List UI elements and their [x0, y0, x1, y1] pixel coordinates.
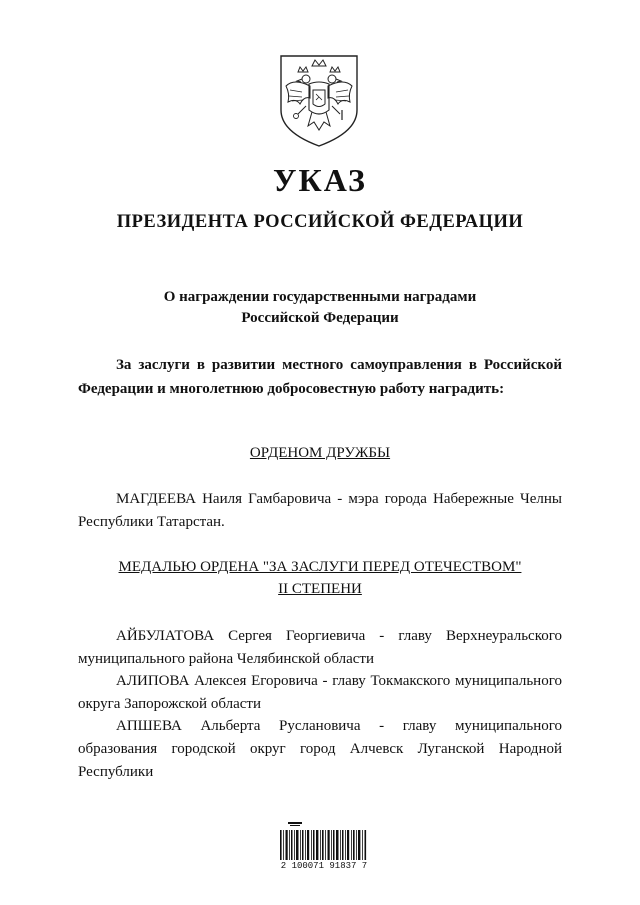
award-recipient: МАГДЕЕВА Наиля Гамбаровича - мэра города Набережные Челны Республики Татарстан. — [78, 491, 562, 530]
preamble-text: За заслуги в развитии местного самоуправления в Российской Федерации и многолетнюю добросовестную работу наградить: — [78, 357, 562, 397]
barcode-image — [278, 822, 370, 882]
barcode-number: 2 100071 91837 7 — [280, 861, 368, 871]
award-recipient: АПШЕВА Альберта Руслановича - главу муниципального образования городской округ город Алчевск Луганской Народной Республики — [78, 718, 562, 780]
award-heading-order-of-friendship: ОРДЕНОМ ДРУЖБЫ — [249, 445, 391, 461]
decree-subject — [120, 287, 520, 329]
subject-line: О награждении государственными наградами — [163, 289, 477, 305]
subject-line: Российской Федерации — [241, 310, 399, 326]
decree-subtitle: ПРЕЗИДЕНТА РОССИЙСКОЙ ФЕДЕРАЦИИ — [116, 212, 524, 232]
award-heading-medal-line1: МЕДАЛЬЮ ОРДЕНА "ЗА ЗАСЛУГИ ПЕРЕД ОТЕЧЕСТВОМ" — [118, 559, 522, 575]
state-emblem-icon — [276, 52, 362, 148]
decree-title: УКАЗ — [273, 162, 367, 198]
award-recipient: АЙБУЛАТОВА Сергея Георгиевича - главу Верхнеуральского муниципального района Челябинской области — [78, 628, 562, 667]
award-heading-medal-line2: II СТЕПЕНИ — [278, 581, 362, 597]
award-recipient: АЛИПОВА Алексея Егоровича - главу Токмакского муниципального округа Запорожской области — [78, 673, 562, 712]
